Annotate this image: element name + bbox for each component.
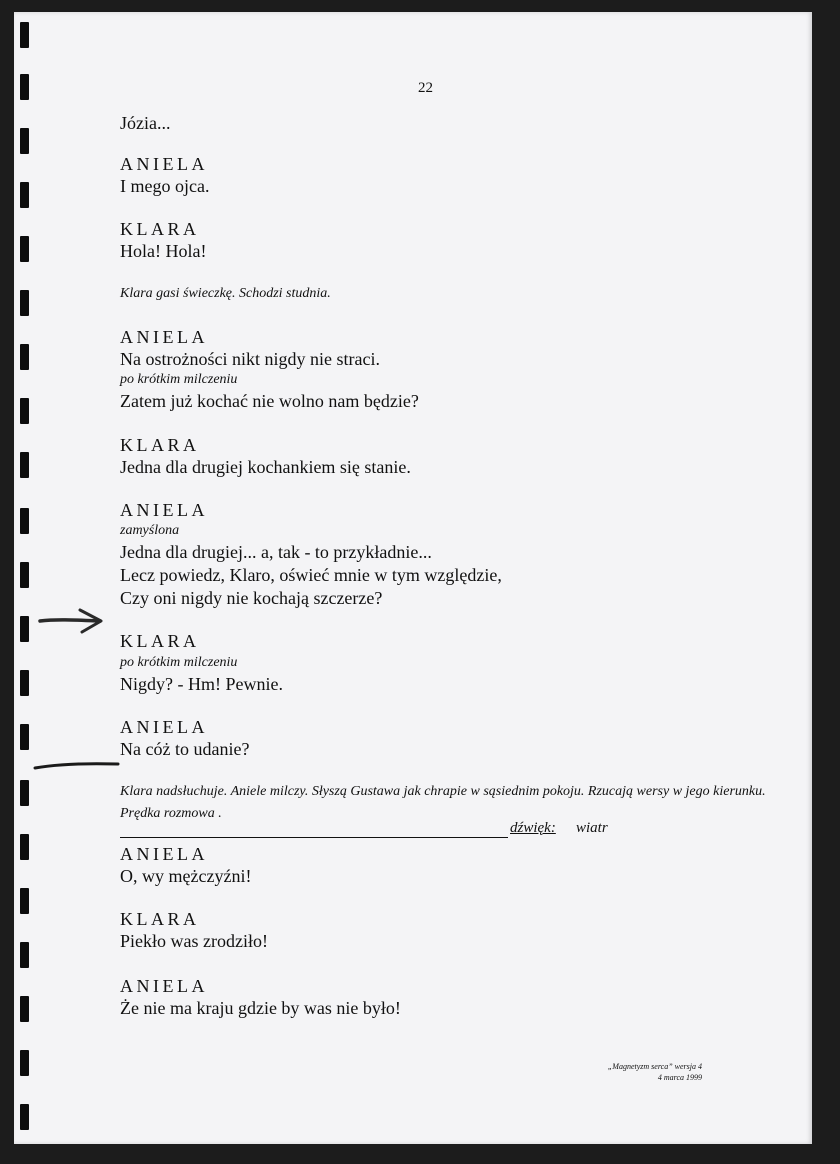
speaker-name: KLARA bbox=[120, 435, 200, 455]
speaker-name: KLARA bbox=[120, 219, 200, 239]
dialogue-line: Zatem już kochać nie wolno nam będzie? bbox=[120, 391, 419, 411]
stage-direction: po krótkim milczeniu bbox=[120, 372, 238, 387]
stage-direction: Klara gasi świeczkę. Schodzi studnia. bbox=[120, 286, 331, 301]
binding-hole bbox=[20, 780, 29, 806]
speaker-name: KLARA bbox=[120, 909, 200, 929]
binding-hole bbox=[20, 236, 29, 262]
dialogue-line: Na ostrożności nikt nigdy nie straci. bbox=[120, 349, 380, 369]
binding-hole bbox=[20, 452, 29, 478]
stage-direction: Klara nadsłuchuje. Aniele milczy. Słyszą Gustawa jak chrapie w sąsiednim pokoju. Rzucają wersy w jego kierunku. Prędka rozmowa . bbox=[120, 784, 766, 821]
dialogue-line: Hola! Hola! bbox=[120, 241, 207, 261]
binding-hole bbox=[20, 942, 29, 968]
dialogue-line: Piekło was zrodziło! bbox=[120, 931, 268, 951]
dialogue-line: Że nie ma kraju gdzie by was nie było! bbox=[120, 998, 401, 1018]
binding-hole bbox=[20, 508, 29, 534]
page-number: 22 bbox=[418, 80, 433, 96]
binding-hole bbox=[20, 670, 29, 696]
speaker-name: ANIELA bbox=[120, 844, 208, 864]
stage-direction: zamyślona bbox=[120, 523, 180, 538]
dialogue-line: Lecz powiedz, Klaro, oświeć mnie w tym względzie, bbox=[120, 565, 502, 585]
binding-hole bbox=[20, 74, 29, 100]
dialogue-line: Jedna dla drugiej kochankiem się stanie. bbox=[120, 457, 411, 477]
binding-hole bbox=[20, 22, 29, 48]
dialogue-line: Czy oni nigdy nie kochają szczerze? bbox=[120, 588, 383, 608]
binding-hole bbox=[20, 182, 29, 208]
binding-hole bbox=[20, 996, 29, 1022]
binding-hole bbox=[20, 724, 29, 750]
binding-hole bbox=[20, 1104, 29, 1130]
footer-date: 4 marca 1999 bbox=[657, 1073, 702, 1082]
dialogue-line: O, wy mężczyźni! bbox=[120, 866, 252, 886]
binding-hole bbox=[20, 888, 29, 914]
speaker-name: ANIELA bbox=[120, 154, 208, 174]
dialogue-line: Na cóż to udanie? bbox=[120, 739, 250, 759]
binding-hole bbox=[20, 1050, 29, 1076]
binding-hole bbox=[20, 398, 29, 424]
binding-hole bbox=[20, 616, 29, 642]
binding-hole bbox=[20, 344, 29, 370]
dialogue-line: Nigdy? - Hm! Pewnie. bbox=[120, 674, 283, 694]
sound-cue-rule bbox=[120, 837, 508, 838]
dialogue-line: Józia... bbox=[120, 113, 171, 133]
underline-annotation bbox=[32, 755, 122, 775]
stage-direction: po krótkim milczeniu bbox=[120, 655, 238, 670]
dialogue-line: I mego ojca. bbox=[120, 176, 210, 196]
speaker-name: ANIELA bbox=[120, 327, 208, 347]
binding-hole bbox=[20, 128, 29, 154]
speaker-name: ANIELA bbox=[120, 717, 208, 737]
sound-cue-label: dźwięk: bbox=[510, 820, 556, 836]
speaker-name: ANIELA bbox=[120, 976, 208, 996]
binding-hole bbox=[20, 562, 29, 588]
footer-title: „Magnetyzm serca” wersja 4 bbox=[607, 1062, 702, 1071]
arrow-annotation bbox=[36, 604, 106, 634]
speaker-name: ANIELA bbox=[120, 500, 208, 520]
binding-hole bbox=[20, 834, 29, 860]
sound-cue-value: wiatr bbox=[576, 820, 608, 836]
binding-hole bbox=[20, 290, 29, 316]
speaker-name: KLARA bbox=[120, 631, 200, 651]
dialogue-line: Jedna dla drugiej... a, tak - to przykładnie... bbox=[120, 542, 432, 562]
